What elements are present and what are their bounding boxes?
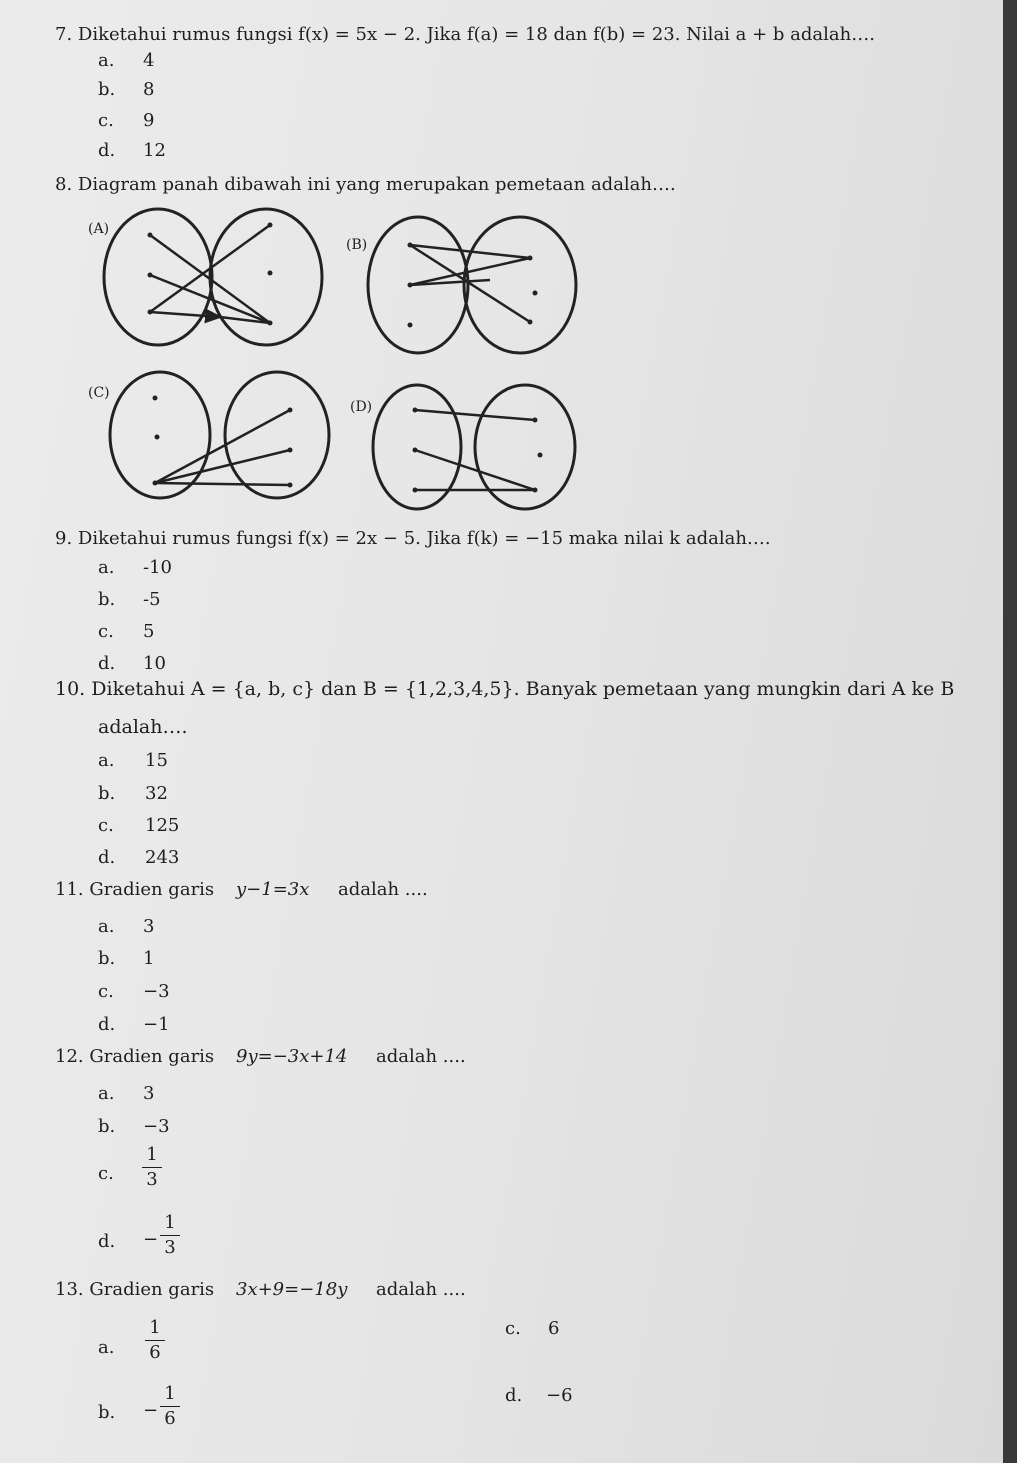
page-edge-shadow <box>1003 0 1017 1463</box>
fraction-denominator: 6 <box>164 1408 176 1429</box>
q11-opt-a: 3 <box>143 916 155 937</box>
q9-opt-b: -5 <box>143 589 161 610</box>
q7-opt-d-label: d. <box>98 140 116 161</box>
fraction-bar <box>145 1340 165 1341</box>
diagram-a-label: (A) <box>88 221 110 237</box>
q10-opt-c-label: c. <box>98 815 114 836</box>
q12-opt-d-label: d. <box>98 1231 116 1252</box>
q13-opt-a-label: a. <box>98 1337 115 1358</box>
q10-stem: 10. Diketahui A = {a, b, c} dan B = {1,2,3,4,5}. Banyak pemetaan yang mungkin dari A ke B <box>55 678 955 700</box>
fraction-bar <box>160 1406 180 1407</box>
q12-equation: 9y=−3x+14 <box>236 1046 348 1067</box>
q7-opt-c-label: c. <box>98 110 114 131</box>
q7-opt-a-label: a. <box>98 50 115 71</box>
q11-opt-d: −1 <box>143 1014 170 1035</box>
q12-opt-b-label: b. <box>98 1116 116 1137</box>
q13-tail: adalah .... <box>376 1279 466 1300</box>
q13-opt-b-sign: − <box>143 1400 159 1421</box>
diagram-b-label: (B) <box>346 237 368 253</box>
q9-opt-c-label: c. <box>98 621 114 642</box>
q11-opt-c-label: c. <box>98 981 114 1002</box>
fraction-numerator: 1 <box>164 1212 176 1233</box>
fraction-numerator: 1 <box>149 1317 161 1338</box>
q11-tail: adalah .... <box>338 879 428 900</box>
q12-opt-d-fraction <box>160 1213 180 1258</box>
q12-opt-b: −3 <box>143 1116 170 1137</box>
q13-opt-d: −6 <box>546 1385 573 1406</box>
q9-opt-a-label: a. <box>98 557 115 578</box>
q7-opt-b-label: b. <box>98 79 116 100</box>
fraction-bar <box>142 1167 162 1168</box>
fraction-bar <box>160 1235 180 1236</box>
q10-opt-d: 243 <box>145 847 180 868</box>
q12-opt-a-label: a. <box>98 1083 115 1104</box>
q11-opt-b-label: b. <box>98 948 116 969</box>
fraction-denominator: 3 <box>164 1237 176 1258</box>
q9-opt-d-label: d. <box>98 653 116 674</box>
q13-num: 13. Gradien garis <box>55 1279 215 1300</box>
fraction-denominator: 3 <box>146 1169 158 1190</box>
q12-opt-a: 3 <box>143 1083 155 1104</box>
q10-opt-b: 32 <box>145 783 168 804</box>
arrow-diagram-b <box>360 210 580 360</box>
q13-opt-c-label: c. <box>505 1318 521 1339</box>
q13-opt-a-fraction <box>145 1318 165 1363</box>
q9-opt-c: 5 <box>143 621 155 642</box>
q12-tail: adalah .... <box>376 1046 466 1067</box>
diagram-c-label: (C) <box>88 385 110 401</box>
q7-opt-d: 12 <box>143 140 166 161</box>
q10-opt-a: 15 <box>145 750 168 771</box>
q11-opt-b: 1 <box>143 948 155 969</box>
q13-opt-c: 6 <box>548 1318 560 1339</box>
q7-opt-c: 9 <box>143 110 155 131</box>
q9-opt-b-label: b. <box>98 589 116 610</box>
q7-stem: 7. Diketahui rumus fungsi f(x) = 5x − 2. Jika f(a) = 18 dan f(b) = 23. Nilai a + b adalah…. <box>55 24 875 45</box>
q13-opt-b-fraction <box>160 1384 180 1429</box>
q12-opt-d-sign: − <box>143 1229 159 1250</box>
q11-opt-d-label: d. <box>98 1014 116 1035</box>
q11-opt-c: −3 <box>143 981 170 1002</box>
q10-opt-c: 125 <box>145 815 180 836</box>
q9-opt-a: -10 <box>143 557 172 578</box>
q13-equation: 3x+9=−18y <box>236 1279 348 1300</box>
arrow-diagram-c <box>105 365 335 510</box>
q10-opt-a-label: a. <box>98 750 115 771</box>
q11-equation: y−1=3x <box>236 879 310 900</box>
q13-opt-d-label: d. <box>505 1385 523 1406</box>
q9-stem: 9. Diketahui rumus fungsi f(x) = 2x − 5. Jika f(k) = −15 maka nilai k adalah…. <box>55 528 771 549</box>
q8-stem: 8. Diagram panah dibawah ini yang merupakan pemetaan adalah…. <box>55 174 676 195</box>
fraction-denominator: 6 <box>149 1342 161 1363</box>
q10-opt-d-label: d. <box>98 847 116 868</box>
arrow-diagram-d <box>365 375 585 515</box>
q13-opt-b-label: b. <box>98 1402 116 1423</box>
fraction-numerator: 1 <box>146 1144 158 1165</box>
q12-opt-c-fraction <box>142 1145 162 1190</box>
arrow-diagram-a <box>100 205 330 355</box>
diagram-d-label: (D) <box>350 399 373 415</box>
q11-opt-a-label: a. <box>98 916 115 937</box>
q9-opt-d: 10 <box>143 653 166 674</box>
q7-opt-b: 8 <box>143 79 155 100</box>
q12-num: 12. Gradien garis <box>55 1046 215 1067</box>
fraction-numerator: 1 <box>164 1383 176 1404</box>
q10-stem-cont: adalah…. <box>98 716 188 738</box>
q12-opt-c-label: c. <box>98 1163 114 1184</box>
q11-num: 11. Gradien garis <box>55 879 215 900</box>
q10-opt-b-label: b. <box>98 783 116 804</box>
q7-opt-a: 4 <box>143 50 155 71</box>
